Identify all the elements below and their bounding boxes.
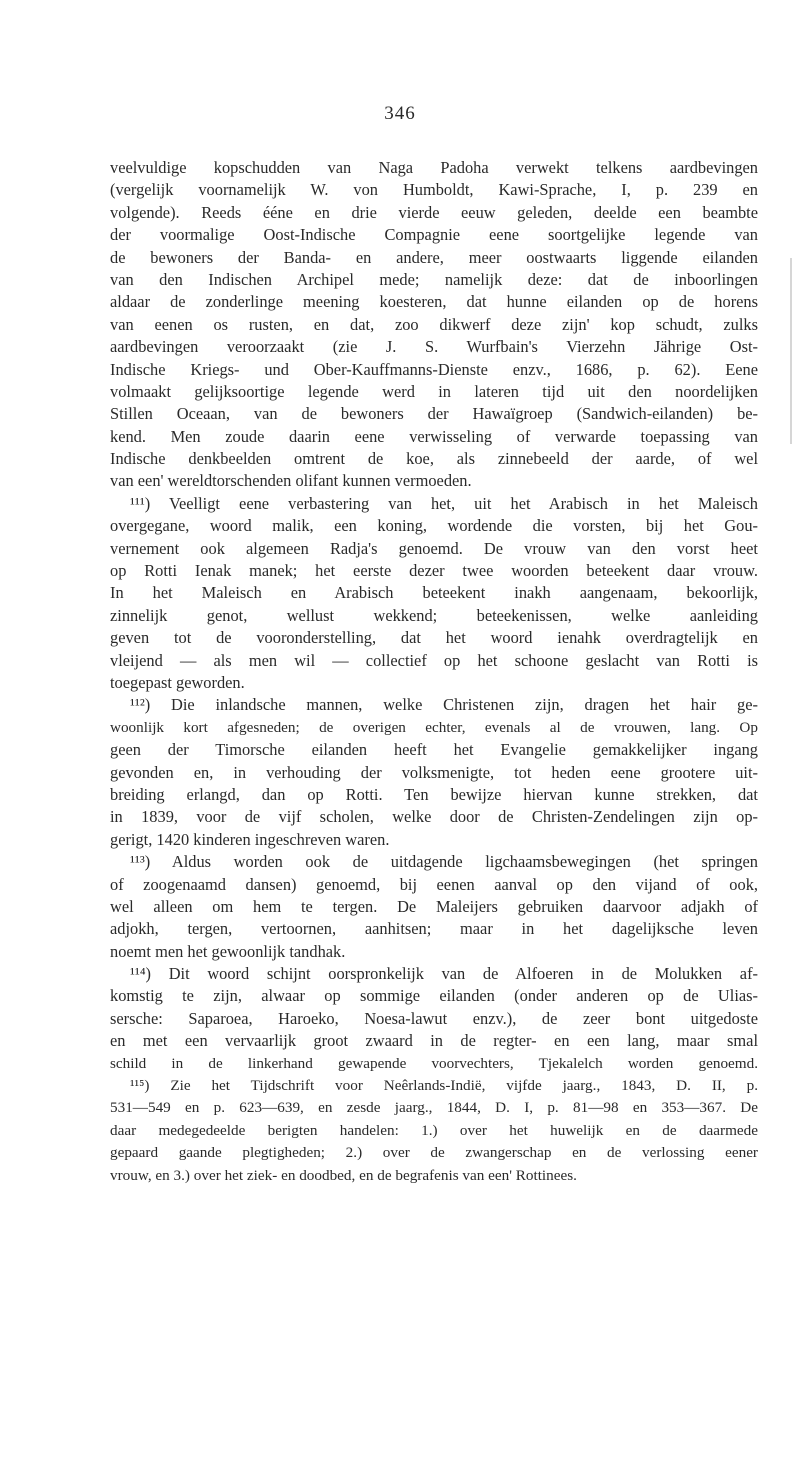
- text-line: adjokh, tergen, vertoornen, aanhitsen; maar in het dagelijksche leven: [110, 919, 758, 939]
- page-number: 346: [384, 103, 416, 124]
- text-line: der voormalige Oost-Indische Compagnie eene soortgelijke legende van: [110, 225, 758, 245]
- text-line: of zoogenaamd dansen) genoemd, bij eenen aanval op den vijand of ook,: [110, 874, 758, 894]
- text-line: Stillen Oceaan, van de bewoners der Hawaïgroep (Sandwich-eilanden) be-: [110, 404, 758, 424]
- text-line: wel alleen om hem te tergen. De Maleijers gebruiken daarvoor adjakh of: [110, 896, 758, 916]
- text-line: gerigt, 1420 kinderen ingeschreven waren.: [110, 829, 390, 849]
- footnote-111-start: ¹¹¹) Veelligt eene verbastering van het, uit het Arabisch in het Maleisch: [130, 493, 758, 513]
- footnote-113-start: ¹¹³) Aldus worden ook de uitdagende ligchaamsbewegingen (het springen: [130, 852, 758, 872]
- text-line: van eenen os rusten, en dat, zoo dikwerf deze zijn' kop schudt, zulks: [110, 314, 758, 334]
- text-line: geven tot de vooronderstelling, dat het woord ienahk overdragtelijk en: [110, 628, 758, 648]
- text-line: aardbevingen veroorzaakt (zie J. S. Wurfbain's Vierzehn Jährige Ost-: [110, 337, 758, 357]
- text-line: noemt men het gewoonlijk tandhak.: [110, 941, 346, 961]
- text-line: (vergelijk voornamelijk W. von Humboldt, Kawi-Sprache, I, p. 239 en: [110, 180, 758, 200]
- text-line: kend. Men zoude daarin eene verwisseling of verwarde toepassing van: [110, 426, 758, 446]
- text-line: breiding erlangd, dan op Rotti. Ten bewijze hiervan kunne strekken, dat: [110, 784, 758, 804]
- footnote-114-start: ¹¹⁴) Dit woord schijnt oorspronkelijk van de Alfoeren in de Molukken af-: [130, 964, 758, 984]
- text-line: vleijend — als men wil — collectief op het schoone geslacht van Rotti is: [110, 650, 758, 670]
- text-line: Indische denkbeelden omtrent de koe, als zinnebeeld der aarde, of wel: [110, 449, 758, 469]
- text-line: 531—549 en p. 623—639, en zesde jaarg., 1844, D. I, p. 81—98 en 353—367. De: [110, 1099, 758, 1117]
- text-line: komstig te zijn, alwaar op sommige eilanden (onder anderen op de Ulias-: [110, 986, 758, 1006]
- text-line: vernement ook algemeen Radja's genoemd. De vrouw van den vorst heet: [110, 538, 758, 558]
- text-line: overgegane, woord malik, een koning, wordende die vorsten, bij het Gou-: [110, 516, 758, 536]
- page-edge-mark: [790, 258, 792, 444]
- text-line: en met een vervaarlijk groot zwaard in de regter- en een lang, maar smal: [110, 1031, 758, 1051]
- text-line: schild in de linkerhand gewapende voorvechters, Tjekalelch worden genoemd.: [110, 1054, 758, 1072]
- text-line: vrouw, en 3.) over het ziek- en doodbed, en de begrafenis van een' Rottinees.: [110, 1166, 577, 1184]
- text-line: in 1839, voor de vijf scholen, welke door de Christen-Zendelingen zijn op-: [110, 807, 758, 827]
- text-line: aldaar de zonderlinge meening koesteren, dat hunne eilanden op de horens: [110, 292, 758, 312]
- text-line: daar medegedeelde berigten handelen: 1.) over het huwelijk en de daarmede: [110, 1121, 758, 1139]
- text-line: de bewoners der Banda- en andere, meer oostwaarts liggende eilanden: [110, 247, 758, 267]
- page-body-text: [110, 157, 758, 1187]
- text-line: volmaakt gelijksoortige legende werd in lateren tijd uit den noordelijken: [110, 381, 758, 401]
- text-line: sersche: Saparoea, Haroeko, Noesa-lawut enzv.), de zeer bont uitgedoste: [110, 1008, 758, 1028]
- text-line: In het Maleisch en Arabisch beteekent inakh aangenaam, bekoorlijk,: [110, 583, 758, 603]
- footnote-115-start: ¹¹⁵) Zie het Tijdschrift voor Neêrlands-Indië, vijfde jaarg., 1843, D. II, p.: [130, 1077, 758, 1095]
- text-line: gevonden en, in verhouding der volksmenigte, tot heden eene grootere uit-: [110, 762, 758, 782]
- text-line: zinnelijk genot, wellust wekkend; beteekenissen, welke aanleiding: [110, 605, 758, 625]
- text-line: Indische Kriegs- und Ober-Kauffmanns-Dienste enzv., 1686, p. 62). Eene: [110, 359, 758, 379]
- text-line: volgende). Reeds ééne en drie vierde eeuw geleden, deelde een beambte: [110, 202, 758, 222]
- text-line: op Rotti Ienak manek; het eerste dezer twee woorden beteekent daar vrouw.: [110, 561, 758, 581]
- text-line: geen der Timorsche eilanden heeft het Evangelie gemakkelijker ingang: [110, 740, 758, 760]
- footnote-112-start: ¹¹²) Die inlandsche mannen, welke Christenen zijn, dragen het hair ge-: [130, 695, 758, 715]
- text-line: woonlijk kort afgesneden; de overigen echter, evenals al de vrouwen, lang. Op: [110, 718, 758, 736]
- text-line: van den Indischen Archipel mede; namelijk deze: dat de inboorlingen: [110, 269, 758, 289]
- text-line: gepaard gaande plegtigheden; 2.) over de zwangerschap en de verlossing eener: [110, 1144, 758, 1162]
- text-line: van een' wereldtorschenden olifant kunnen vermoeden.: [110, 471, 472, 491]
- text-line: veelvuldige kopschudden van Naga Padoha verwekt telkens aardbevingen: [110, 158, 758, 177]
- text-line: toegepast geworden.: [110, 672, 245, 692]
